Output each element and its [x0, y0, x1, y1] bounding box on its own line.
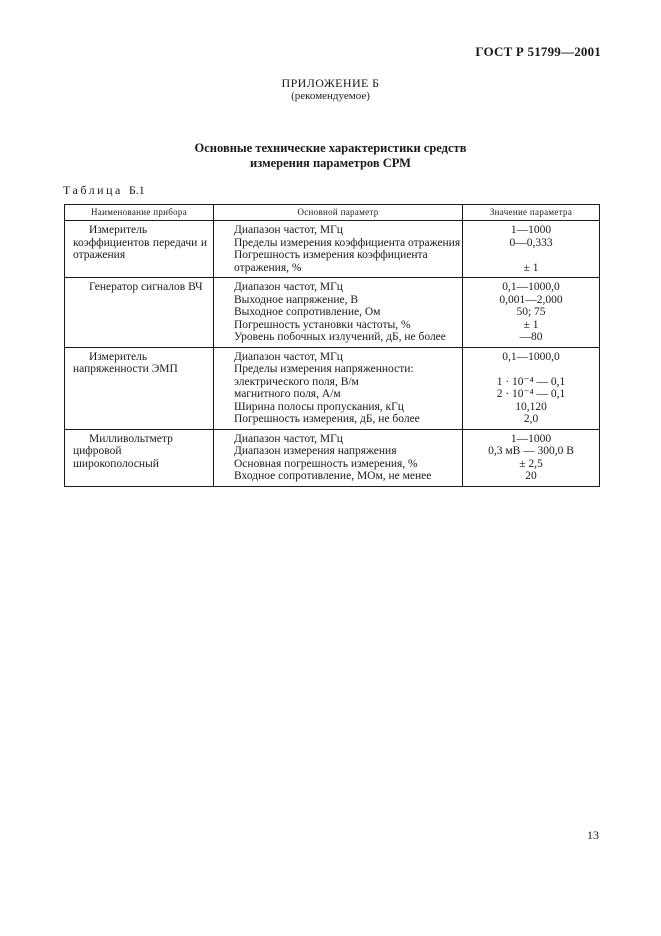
value-line: 0,1—1000,0 — [502, 281, 560, 293]
table-header-row — [65, 205, 600, 221]
section-title-line-2: измерения параметров СРМ — [250, 156, 411, 170]
value-line: ± 2,5 — [519, 457, 543, 470]
device-name: Измеритель напряженности ЭМП — [73, 350, 178, 375]
section-title — [0, 141, 661, 171]
specs-table — [64, 204, 600, 487]
value-line: 2,0 — [523, 413, 539, 425]
table-label-number: Б.1 — [128, 183, 145, 197]
parameter-line: Диапазон частот, МГц — [234, 281, 343, 293]
parameter-line: Выходное сопротивление, Ом — [234, 306, 381, 318]
table-body — [65, 221, 600, 487]
value-line: 1—1000 — [510, 432, 552, 445]
device-name-cell — [65, 429, 214, 486]
value-line: 1—1000 — [510, 224, 552, 236]
parameter-line: Пределы измерения напряженности: — [234, 363, 414, 375]
value-cell — [463, 221, 600, 278]
value-line: ± 1 — [523, 318, 539, 331]
parameter-cell — [214, 278, 463, 348]
value-cell — [463, 429, 600, 486]
value-line: 0—0,333 — [509, 236, 553, 249]
value-cell — [463, 278, 600, 348]
parameter-line: Диапазон частот, МГц — [234, 350, 343, 363]
parameter-cell — [214, 347, 463, 429]
parameter-line: отражения, % — [234, 261, 302, 274]
value-line: 1 · 10⁻⁴ — 0,1 — [496, 375, 566, 388]
value-line — [463, 249, 599, 262]
parameter-line: Диапазон частот, МГц — [234, 224, 343, 236]
device-name-cell — [65, 347, 214, 429]
standard-code: ГОСТ Р 51799—2001 — [475, 44, 601, 59]
table-row — [65, 278, 600, 348]
parameter-line: Уровень побочных излучений, дБ, не более — [234, 331, 446, 343]
page-number: 13 — [587, 828, 599, 842]
parameter-line: Выходное напряжение, В — [234, 293, 359, 306]
device-name: Милливольтметр цифровой широкополосный — [73, 432, 173, 470]
appendix-subtitle: (рекомендуемое) — [291, 90, 370, 102]
parameter-line: Основная погрешность измерения, % — [234, 457, 418, 470]
parameter-line: магнитного поля, А/м — [234, 388, 341, 400]
parameter-line: Погрешность измерения коэффициента — [234, 249, 428, 261]
value-cell — [463, 347, 600, 429]
section-title-line-1: Основные технические характеристики средств — [194, 141, 467, 155]
device-name: Генератор сигналов ВЧ — [89, 281, 203, 293]
parameter-line: Погрешность измерения, дБ, не более — [234, 413, 420, 425]
header-parameter: Основной параметр — [214, 205, 463, 221]
table-label-word: Таблица — [63, 183, 123, 197]
parameter-line: Диапазон измерения напряжения — [234, 445, 397, 457]
value-line: 2 · 10⁻⁴ — 0,1 — [496, 388, 566, 400]
table-row — [65, 221, 600, 278]
parameter-cell — [214, 429, 463, 486]
parameter-line: Пределы измерения коэффициента отражения — [234, 236, 461, 249]
table-row — [65, 347, 600, 429]
device-name: Измеритель коэффициентов передачи и отражения — [73, 224, 207, 261]
appendix-title: ПРИЛОЖЕНИЕ Б — [281, 76, 380, 90]
parameter-line: Ширина полосы пропускания, кГц — [234, 400, 404, 413]
table-row — [65, 429, 600, 486]
value-line: ± 1 — [523, 261, 539, 274]
parameter-line: Погрешность установки частоты, % — [234, 318, 411, 331]
header-value: Значение параметра — [463, 205, 600, 221]
value-line: 20 — [525, 470, 537, 482]
parameter-line: Входное сопротивление, МОм, не менее — [234, 470, 432, 482]
value-line — [463, 363, 599, 376]
device-name-cell — [65, 278, 214, 348]
value-line: 50; 75 — [516, 306, 546, 318]
device-name-cell — [65, 221, 214, 278]
header-device: Наименование прибора — [65, 205, 214, 221]
value-line: 0,001—2,000 — [499, 293, 563, 306]
value-line: 10,120 — [515, 400, 547, 413]
table-label — [63, 183, 145, 198]
parameter-line: электрического поля, В/м — [234, 375, 359, 388]
value-line: 0,3 мВ — 300,0 В — [488, 445, 574, 457]
parameter-line: Диапазон частот, МГц — [234, 432, 343, 445]
value-line: 0,1—1000,0 — [502, 350, 560, 363]
value-line: —80 — [519, 331, 543, 343]
parameter-cell — [214, 221, 463, 278]
